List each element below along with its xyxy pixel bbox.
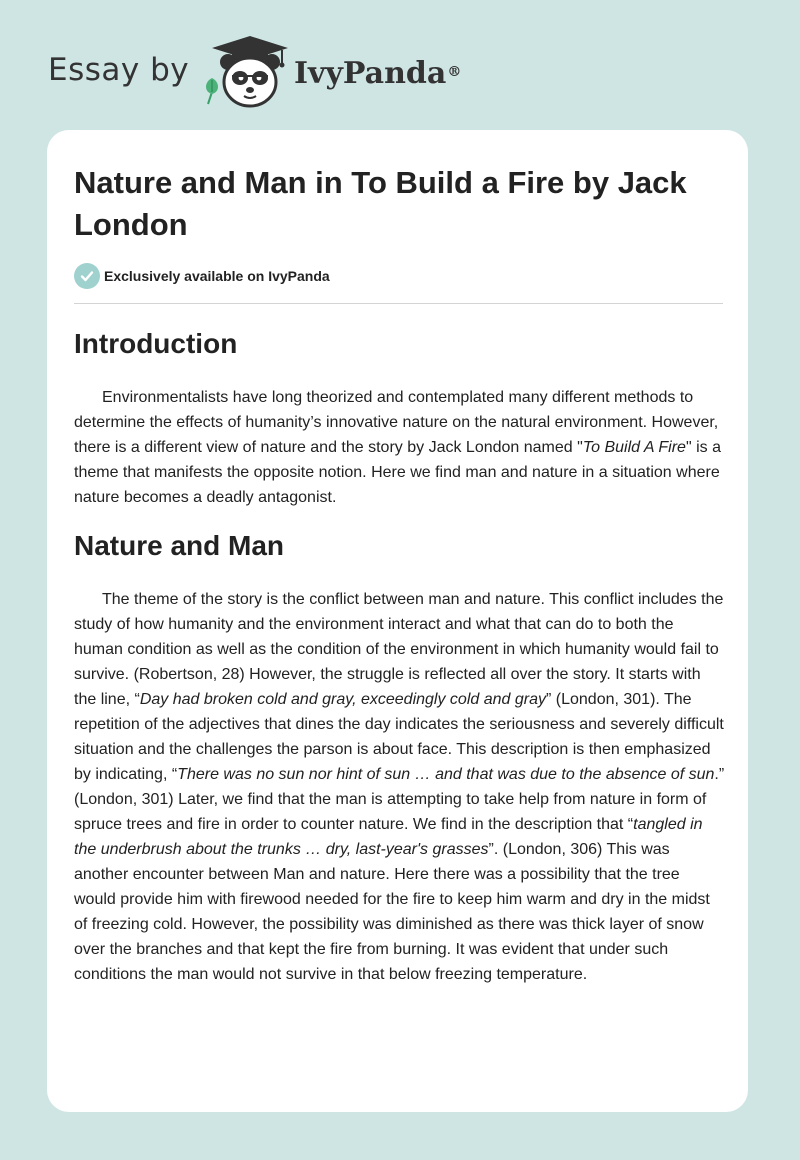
- section-heading-nature-and-man: Nature and Man: [74, 530, 285, 561]
- paragraph-text: The theme of the story is the conflict between man and nature. This conflict includes the study of how humanity and the environment interact and what that can do to both the human condition as well as the condition of the environment in which humanity would fail to survive. (Robertson, 28) However, the struggle is reflected all over the story. It starts with the line, “: [74, 591, 724, 708]
- section-paragraph-introduction: [74, 385, 725, 510]
- panda-logo-icon: [200, 34, 292, 110]
- registered-mark: ®: [447, 64, 462, 80]
- paragraph-text: ” (London, 301). The repetition of the adjectives that dines the day indicates the seriousness and severely difficult situation and the challenges the parson is about face. This description is then emphasized by indicating, “: [74, 691, 724, 783]
- brand-text: IvyPanda: [294, 56, 447, 91]
- quote-text: tangled in the underbrush about the trunks … dry, last-year's grasses: [74, 816, 703, 858]
- exclusive-badge: [74, 262, 330, 290]
- divider: [74, 303, 723, 304]
- essay-by-label: Essay by: [48, 52, 190, 88]
- quote-text: Day had broken cold and gray, exceedingly cold and gray: [139, 691, 546, 708]
- panda-icon: [220, 54, 280, 106]
- quote-text: There was no sun nor hint of sun … and that was due to the absence of sun: [177, 766, 715, 783]
- section-paragraph-nature-and-man: [74, 587, 725, 987]
- paragraph-text: Environmentalists have long theorized and contemplated many different methods to determine the effects of humanity’s innovative nature on the natural environment. However, there is a different view of nature and the story by Jack London named ": [74, 389, 719, 456]
- essay-card: [47, 130, 748, 1112]
- site-header: [0, 0, 800, 120]
- quote-text: To Build A Fire: [582, 439, 686, 456]
- brand-name[interactable]: [294, 54, 461, 94]
- badge-label: Exclusively available on IvyPanda: [104, 268, 330, 284]
- paragraph-text: " is a theme that manifests the opposite notion. Here we find man and nature in a situation where nature becomes a deadly antagonist.: [74, 439, 721, 506]
- section-heading-introduction: Introduction: [74, 328, 238, 359]
- page-title: Nature and Man in To Build a Fire by Jack London: [74, 165, 687, 242]
- check-circle-icon: [74, 263, 100, 289]
- ivy-leaf-icon: [206, 78, 218, 104]
- paragraph-text: ”. (London, 306) This was another encounter between Man and nature. Here there was a possibility that the tree would provide him with firewood needed for the fire to keep him warm and dry in the midst of freezing cold. However, the possibility was diminished as there was thick layer of snow over the branches and that kept the fire from burning. It was evident that under such conditions the man would not survive in that below freezing temperature.: [74, 841, 710, 983]
- paragraph-text: .” (London, 301) Later, we find that the man is attempting to take help from nature in form of spruce trees and fire in order to counter nature. We find in the description that “: [74, 766, 725, 833]
